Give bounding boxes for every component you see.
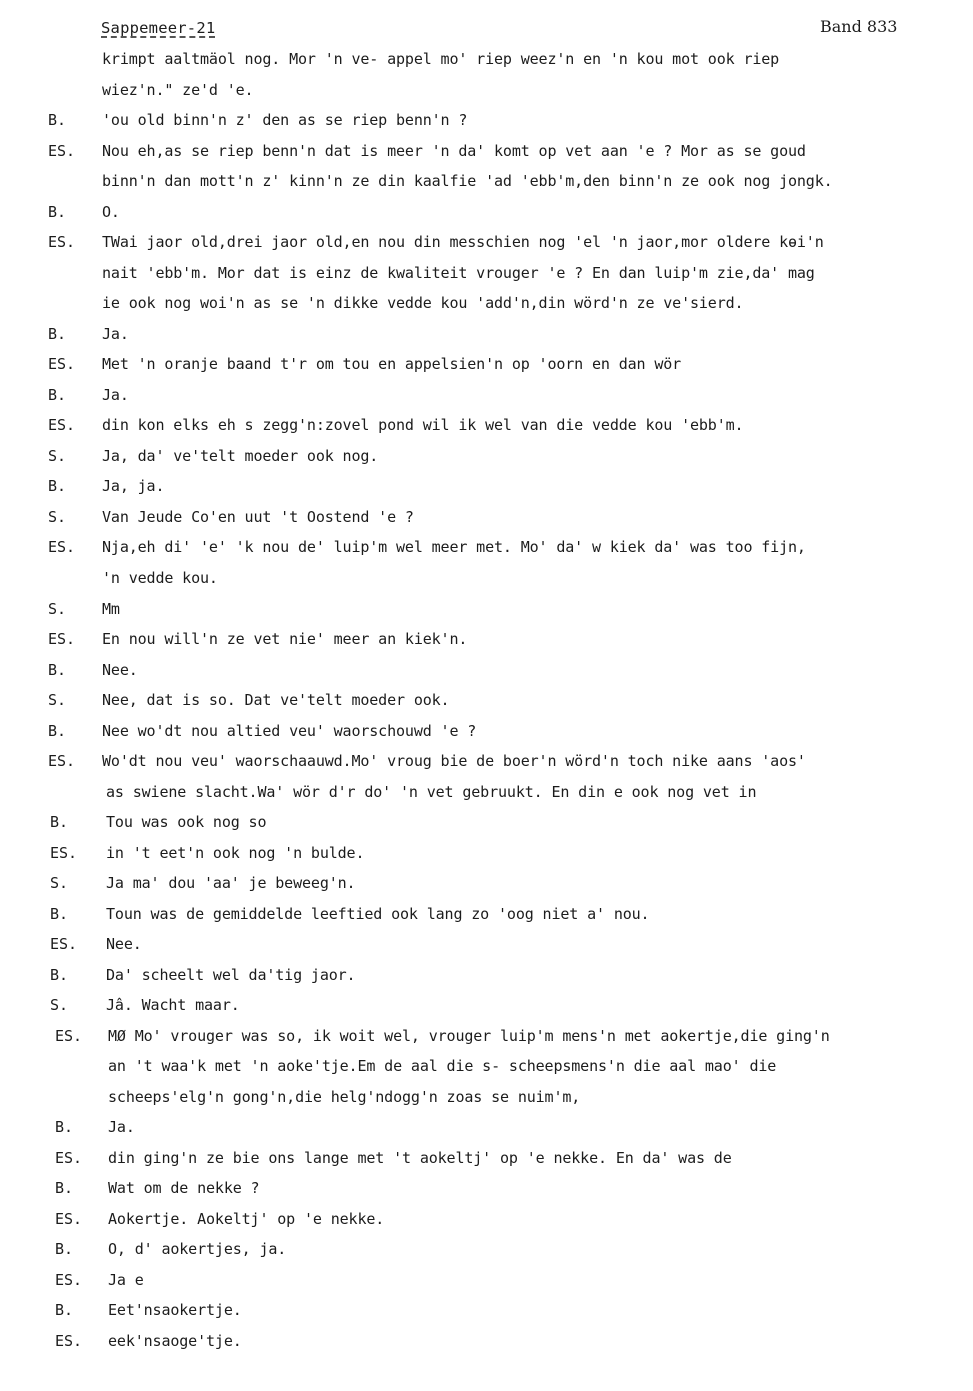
- utterance-text: Nou eh,as se riep benn'n dat is meer 'n da' komt op vet aan 'e ? Mor as se goud: [102, 142, 806, 160]
- transcript-line: [0, 1179, 973, 1209]
- transcript-line: [0, 813, 973, 843]
- transcript-line: [0, 142, 973, 172]
- transcript-line: [0, 874, 973, 904]
- speaker-label: B.: [48, 722, 67, 740]
- speaker-label: B.: [50, 813, 69, 831]
- speaker-label: B.: [55, 1240, 74, 1258]
- speaker-label: ES.: [48, 355, 76, 373]
- transcript-line: [0, 325, 973, 355]
- speaker-label: B.: [50, 905, 69, 923]
- utterance-text: MØ Mo' vrouger was so, ik woit wel, vrouger luip'm mens'n met aokertje,die ging'n: [108, 1027, 830, 1045]
- transcript-line: [0, 783, 973, 813]
- transcript-line: [0, 1210, 973, 1240]
- transcript-line: [0, 966, 973, 996]
- speaker-label: B.: [48, 325, 67, 343]
- transcript-line: [0, 355, 973, 385]
- speaker-label: ES.: [48, 416, 76, 434]
- speaker-label: ES.: [55, 1271, 83, 1289]
- speaker-label: ES.: [48, 538, 76, 556]
- utterance-text: Nee.: [106, 935, 142, 953]
- speaker-label: ES.: [55, 1027, 83, 1045]
- transcript-line: [0, 1149, 973, 1179]
- transcript-line: [0, 691, 973, 721]
- utterance-text: Ja ma' dou 'aa' je beweeg'n.: [106, 874, 356, 892]
- transcript-line: [0, 722, 973, 752]
- utterance-text: 'ou old binn'n z' den as se riep benn'n ?: [102, 111, 468, 129]
- utterance-text: Wo'dt nou veu' waorschaauwd.Mo' vroug bie de boer'n wörd'n toch nike aans 'aos': [102, 752, 806, 770]
- transcript-line: [0, 1088, 973, 1118]
- utterance-text: scheeps'elg'n gong'n,die helg'ndogg'n zoas se nuim'm,: [108, 1088, 581, 1106]
- utterance-text: TWai jaor old,drei jaor old,en nou din messchien nog 'el 'n jaor,mor oldere kөi'n: [102, 233, 824, 251]
- utterance-text: Jâ. Wacht maar.: [106, 996, 240, 1014]
- transcript-line: [0, 630, 973, 660]
- transcript-line: [0, 996, 973, 1026]
- transcript-line: [0, 569, 973, 599]
- transcript-line: [0, 416, 973, 446]
- transcript-line: [0, 1301, 973, 1331]
- utterance-text: Ja, ja.: [102, 477, 165, 495]
- utterance-text: binn'n dan mott'n z' kinn'n ze din kaalfie 'ad 'ebb'm,den binn'n ze ook nog jongk.: [102, 172, 833, 190]
- speaker-label: ES.: [48, 630, 76, 648]
- transcript-line: [0, 294, 973, 324]
- transcript-line: [0, 1027, 973, 1057]
- transcript-line: [0, 203, 973, 233]
- speaker-label: S.: [48, 447, 67, 465]
- utterance-text: wiez'n." ze'd 'e.: [102, 81, 254, 99]
- transcript-line: [0, 1271, 973, 1301]
- utterance-text: nait 'ebb'm. Mor dat is einz de kwaliteit vrouger 'e ? En dan luip'm zie,da' mag: [102, 264, 815, 282]
- speaker-label: ES.: [48, 142, 76, 160]
- utterance-text: En nou will'n ze vet nie' meer an kiek'n.: [102, 630, 468, 648]
- transcript-line: [0, 661, 973, 691]
- speaker-label: B.: [48, 111, 67, 129]
- transcript-line: [0, 172, 973, 202]
- utterance-text: Ja.: [102, 325, 129, 343]
- utterance-text: Nja,eh di' 'e' 'k nou de' luip'm wel meer met. Mo' da' w kiek da' was too fijn,: [102, 538, 806, 556]
- speaker-label: ES.: [55, 1210, 83, 1228]
- utterance-text: ie ook nog woi'n as se 'n dikke vedde kou 'add'n,din wörd'n ze ve'sierd.: [102, 294, 744, 312]
- speaker-label: ES.: [55, 1332, 83, 1350]
- utterance-text: 'n vedde kou.: [102, 569, 218, 587]
- utterance-text: O.: [102, 203, 120, 221]
- speaker-label: B.: [55, 1179, 74, 1197]
- speaker-label: ES.: [50, 935, 78, 953]
- band-number: Band 833: [820, 17, 898, 36]
- utterance-text: eek'nsaoge'tje.: [108, 1332, 242, 1350]
- speaker-label: ES.: [48, 233, 76, 251]
- speaker-label: S.: [50, 996, 69, 1014]
- transcript-line: [0, 752, 973, 782]
- utterance-text: as swiene slacht.Wa' wör d'r do' 'n vet gebruukt. En din e ook nog vet in: [106, 783, 757, 801]
- transcript-line: [0, 1057, 973, 1087]
- utterance-text: Van Jeude Co'en uut 't Oostend 'e ?: [102, 508, 414, 526]
- speaker-label: B.: [48, 386, 67, 404]
- transcript-line: [0, 1118, 973, 1148]
- transcript-line: [0, 81, 973, 111]
- utterance-text: Met 'n oranje baand t'r om tou en appelsien'n op 'oorn en dan wör: [102, 355, 682, 373]
- transcript-line: [0, 264, 973, 294]
- utterance-text: Da' scheelt wel da'tig jaor.: [106, 966, 356, 984]
- transcript-line: [0, 844, 973, 874]
- transcript-line: [0, 1240, 973, 1270]
- utterance-text: Tou was ook nog so: [106, 813, 267, 831]
- utterance-text: Nee wo'dt nou altied veu' waorschouwd 'e ?: [102, 722, 477, 740]
- transcript-line: [0, 386, 973, 416]
- speaker-label: ES.: [48, 752, 76, 770]
- transcript-line: [0, 600, 973, 630]
- utterance-text: Nee.: [102, 661, 138, 679]
- speaker-label: ES.: [50, 844, 78, 862]
- speaker-label: B.: [48, 477, 67, 495]
- transcript-line: [0, 447, 973, 477]
- utterance-text: krimpt aaltmäol nog. Mor 'n ve- appel mo' riep weez'n en 'n kou mot ook riep: [102, 50, 780, 68]
- speaker-label: B.: [50, 966, 69, 984]
- transcript-line: [0, 538, 973, 568]
- transcript-line: [0, 508, 973, 538]
- utterance-text: Mm: [102, 600, 120, 618]
- speaker-label: S.: [50, 874, 69, 892]
- utterance-text: Aokertje. Aokeltj' op 'e nekke.: [108, 1210, 385, 1228]
- utterance-text: Ja, da' ve'telt moeder ook nog.: [102, 447, 379, 465]
- transcript-line: [0, 477, 973, 507]
- utterance-text: O, d' aokertjes, ja.: [108, 1240, 287, 1258]
- utterance-text: din ging'n ze bie ons lange met 't aokeltj' op 'e nekke. En da' was de: [108, 1149, 732, 1167]
- speaker-label: ES.: [55, 1149, 83, 1167]
- transcript-line: [0, 905, 973, 935]
- transcript-line: [0, 111, 973, 141]
- speaker-label: S.: [48, 508, 67, 526]
- utterance-text: Eet'nsaokertje.: [108, 1301, 242, 1319]
- speaker-label: B.: [55, 1118, 74, 1136]
- speaker-label: S.: [48, 691, 67, 709]
- page-header: [0, 0, 973, 50]
- utterance-text: Toun was de gemiddelde leeftied ook lang zo 'oog niet a' nou.: [106, 905, 650, 923]
- speaker-label: S.: [48, 600, 67, 618]
- transcript-line: [0, 935, 973, 965]
- transcript-line: [0, 1332, 973, 1362]
- utterance-text: Ja.: [102, 386, 129, 404]
- speaker-label: B.: [48, 203, 67, 221]
- document-title: Sappemeer-21: [101, 19, 216, 37]
- utterance-text: Wat om de nekke ?: [108, 1179, 260, 1197]
- utterance-text: Ja.: [108, 1118, 135, 1136]
- utterance-text: an 't waa'k met 'n aoke'tje.Em de aal die s- scheepsmens'n die aal mao' die: [108, 1057, 777, 1075]
- utterance-text: Nee, dat is so. Dat ve'telt moeder ook.: [102, 691, 450, 709]
- transcript-line: [0, 233, 973, 263]
- utterance-text: din kon elks eh s zegg'n:zovel pond wil ik wel van die vedde kou 'ebb'm.: [102, 416, 744, 434]
- speaker-label: B.: [55, 1301, 74, 1319]
- utterance-text: in 't eet'n ook nog 'n bulde.: [106, 844, 365, 862]
- transcript-line: [0, 50, 973, 80]
- speaker-label: B.: [48, 661, 67, 679]
- utterance-text: Ja e: [108, 1271, 144, 1289]
